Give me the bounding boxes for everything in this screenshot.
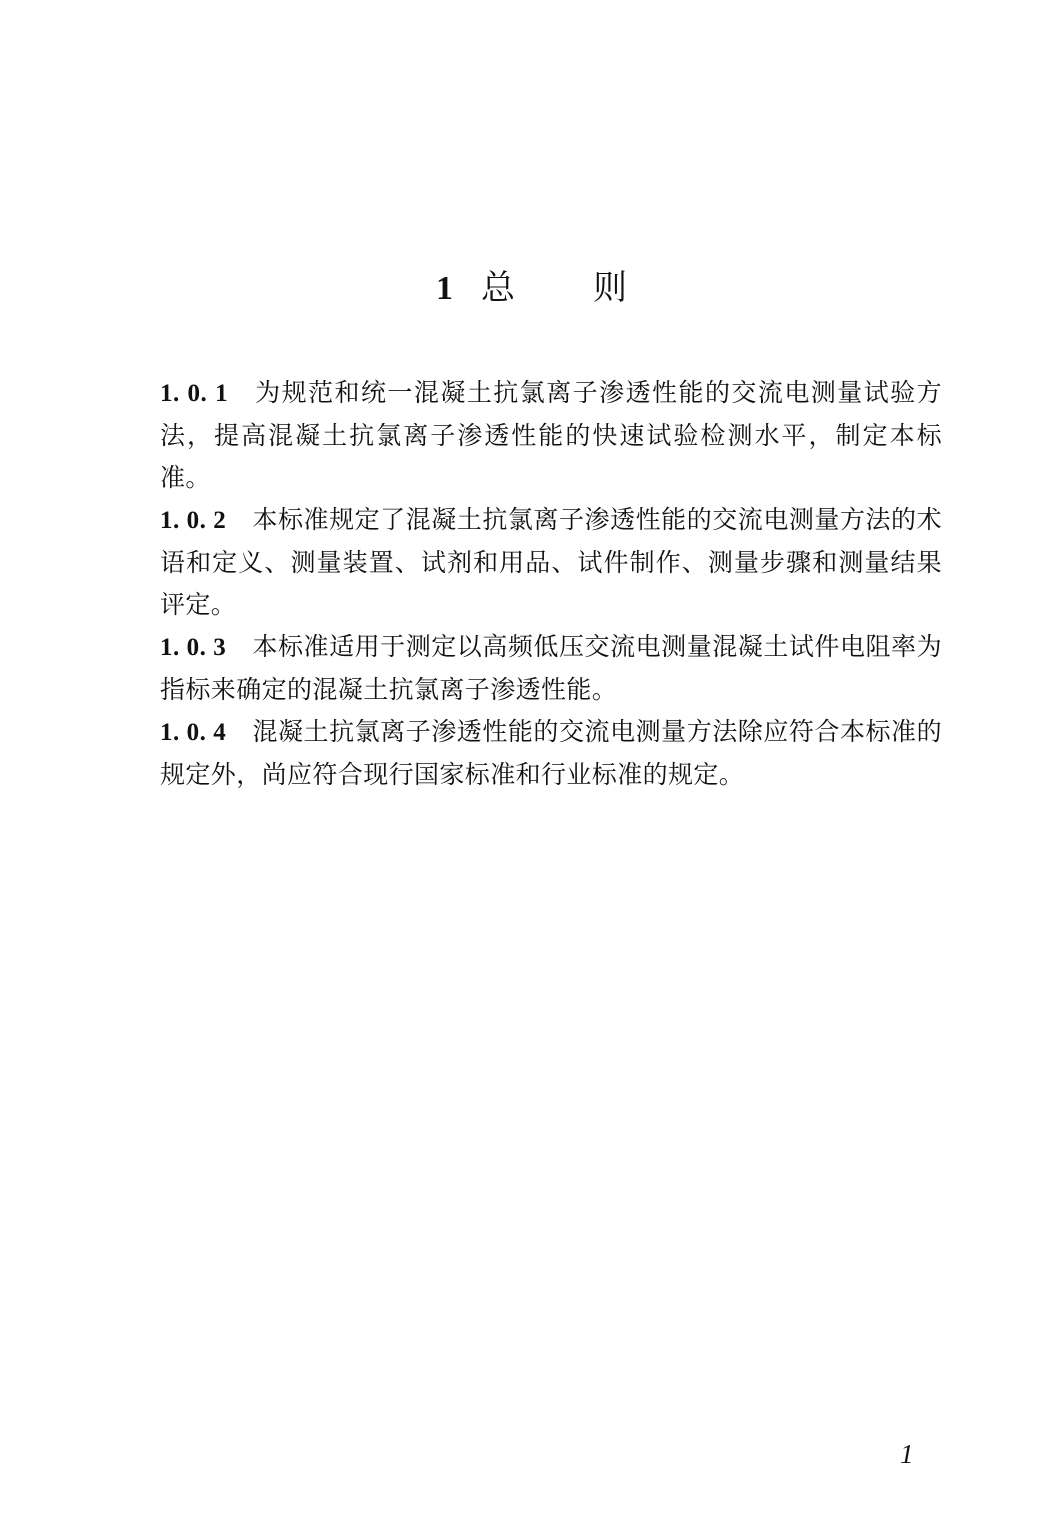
clause-number: 1. 0. 1 — [160, 380, 229, 407]
clause-1-0-4 — [160, 711, 942, 796]
clause-text: 为规范和统一混凝土抗氯离子渗透性能的交流电测量试验方法，提高混凝土抗氯离子渗透性能的快速试验检测水平，制定本标准。 — [160, 378, 943, 492]
clause-text: 本标准规定了混凝土抗氯离子渗透性能的交流电测量方法的术语和定义、测量装置、试剂和用品、试件制作、测量步骤和测量结果评定。 — [160, 505, 942, 619]
clause-text: 混凝土抗氯离子渗透性能的交流电测量方法除应符合本标准的规定外，尚应符合现行国家标准和行业标准的规定。 — [160, 717, 942, 789]
chapter-body — [160, 372, 942, 796]
clause-text: 本标准适用于测定以高频低压交流电测量混凝土试件电阻率为指标来确定的混凝土抗氯离子渗透性能。 — [160, 632, 942, 704]
clause-number: 1. 0. 4 — [160, 719, 227, 746]
chapter-title — [0, 262, 1063, 315]
chapter-number: 1 — [436, 270, 453, 307]
chapter-title-char-2: 则 — [593, 268, 627, 308]
clause-1-0-1 — [160, 372, 942, 499]
clause-number: 1. 0. 3 — [160, 634, 227, 661]
page-number: 1 — [900, 1439, 914, 1469]
clause-number: 1. 0. 2 — [160, 507, 227, 534]
clause-1-0-3 — [160, 626, 942, 711]
clause-1-0-2 — [160, 499, 942, 626]
chapter-title-char-1: 总 — [481, 268, 515, 308]
